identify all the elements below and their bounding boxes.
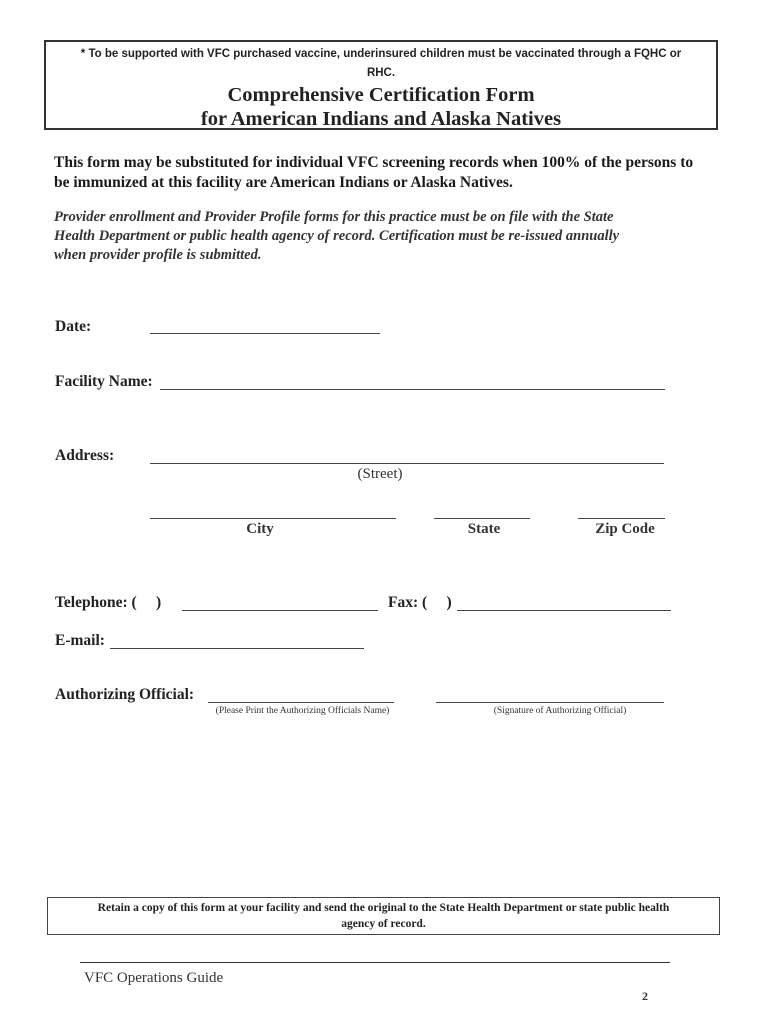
instructions-line: Health Department or public health agency of record. Certification must be re-issued annually <box>54 228 620 244</box>
vaccine-note-line2: RHC. <box>366 67 396 79</box>
state-field[interactable] <box>434 518 530 519</box>
guide-title: VFC Operations Guide <box>84 970 224 986</box>
form-title-line1: Comprehensive Certification Form <box>227 84 535 106</box>
intro-paragraph <box>54 153 693 193</box>
intro-line: be immunized at this facility are American Indians or Alaska Natives. <box>54 174 513 191</box>
official-name-field[interactable] <box>208 702 394 703</box>
zip-code-sublabel: Zip Code <box>595 521 655 537</box>
state-sublabel: State <box>467 521 501 537</box>
form-title-line2: for American Indians and Alaska Natives <box>200 108 562 130</box>
header-box <box>44 40 718 130</box>
retain-notice-box <box>47 897 720 935</box>
email-field[interactable] <box>110 648 364 649</box>
facility-name-label: Facility Name: <box>55 373 153 390</box>
street-sublabel: (Street) <box>357 466 403 482</box>
instructions-paragraph <box>54 208 619 265</box>
city-sublabel: City <box>246 521 274 537</box>
print-name-sublabel: (Please Print the Authorizing Officials Name) <box>215 706 390 716</box>
signature-field[interactable] <box>436 702 664 703</box>
vaccine-note-line1: * To be supported with VFC purchased vaccine, underinsured children must be vaccinated through a FQHC or <box>80 48 682 60</box>
facility-name-field[interactable] <box>160 389 665 390</box>
address-label: Address: <box>55 447 115 464</box>
city-field[interactable] <box>150 518 396 519</box>
authorizing-official-label: Authorizing Official: <box>55 686 195 703</box>
fax-field[interactable] <box>457 610 671 611</box>
page-number: 2 <box>642 989 648 1003</box>
date-label: Date: <box>55 318 92 335</box>
email-label: E-mail: <box>55 632 105 649</box>
intro-line: This form may be substituted for individual VFC screening records when 100% of the persons to <box>54 154 694 171</box>
instructions-line: when provider profile is submitted. <box>54 247 262 263</box>
footer-divider <box>80 962 670 963</box>
street-field[interactable] <box>150 463 664 464</box>
date-field[interactable] <box>150 333 380 334</box>
telephone-label: Telephone: ( ) <box>55 594 162 611</box>
signature-sublabel: (Signature of Authorizing Official) <box>493 706 627 716</box>
instructions-line: Provider enrollment and Provider Profile forms for this practice must be on file with the State <box>54 209 614 225</box>
retain-notice-line: agency of record. <box>341 918 426 930</box>
telephone-field[interactable] <box>182 610 378 611</box>
retain-notice-line: Retain a copy of this form at your facility and send the original to the State Health Department or state public health <box>97 902 670 914</box>
fax-label: Fax: ( ) <box>388 594 452 611</box>
zip-code-field[interactable] <box>578 518 665 519</box>
